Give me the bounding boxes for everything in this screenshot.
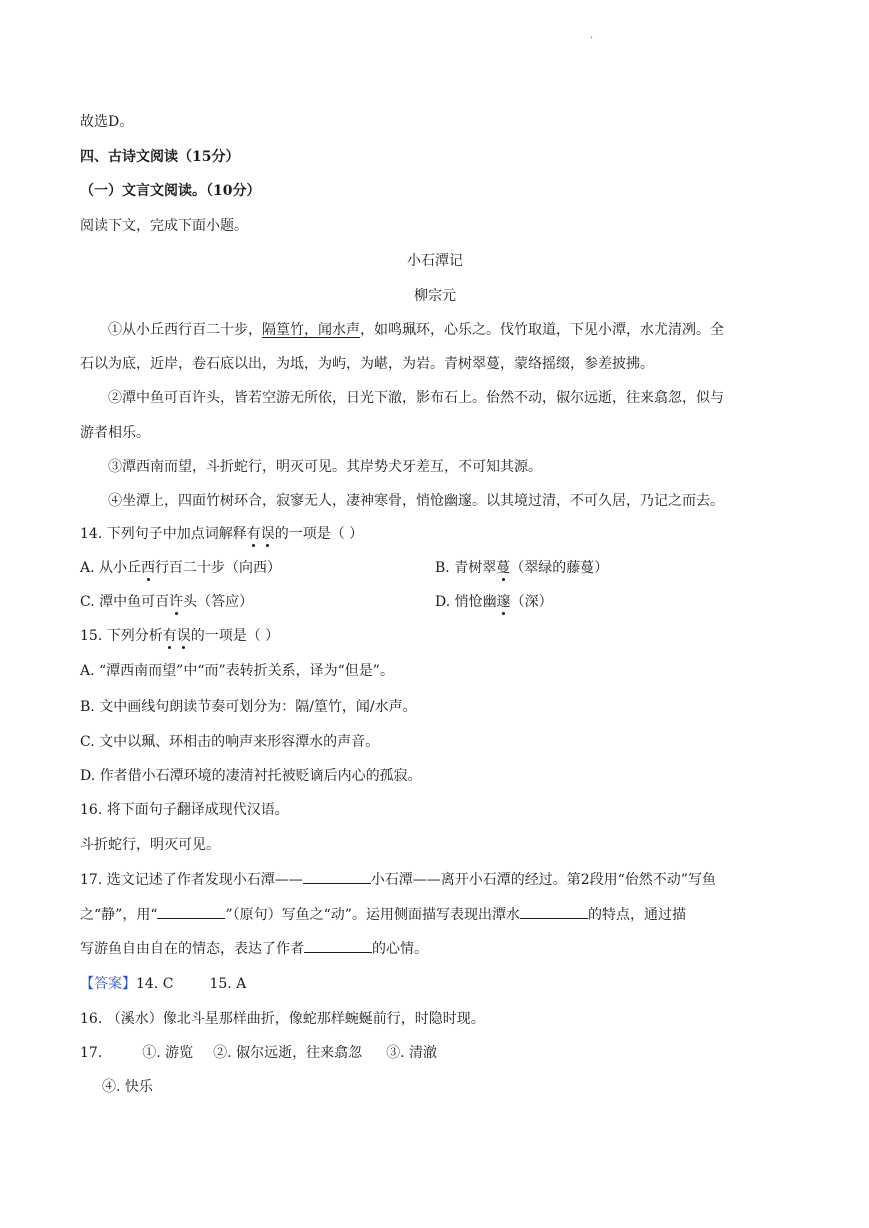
fill-blank-3[interactable]: [520, 904, 588, 919]
q15-option-c: C. 文中以珮、环相击的响声来形容潭水的声音。: [80, 734, 380, 750]
passage-title: 小石潭记: [407, 253, 463, 269]
q15-option-d: D. 作者借小石潭环境的凄清衬托被贬谪后内心的孤寂。: [80, 768, 422, 784]
subsection-heading: （一）文言文阅读。（10分）: [80, 183, 261, 199]
answer-line-14-15: 【答案】14. C 15. A: [80, 976, 247, 992]
section-heading: 四、古诗文阅读（15分）: [80, 149, 240, 165]
emphasis-char: 邃: [496, 594, 511, 610]
question-15: 15. 下列分析有误的一项是（ ）: [80, 628, 280, 644]
emphasis-char: 蔓: [496, 560, 511, 576]
q14-option-d: D. 悄怆幽邃（深）: [435, 594, 553, 610]
question-16-sentence: 斗折蛇行，明灭可见。: [80, 837, 220, 853]
fill-blank-2[interactable]: [157, 904, 225, 919]
question-17-line-2: 之“静”，用“ ”（原句）写鱼之“动”。运用侧面描写表现出潭水 的特点，通过描: [80, 904, 686, 926]
paragraph-3: ③潭西南而望，斗折蛇行，明灭可见。其岸势犬牙差互，不可知其源。: [108, 459, 542, 475]
q14-option-a: A. 从小丘西行百二十步（向西）: [80, 560, 282, 576]
emphasis-char: 西: [141, 560, 156, 576]
question-17-line-1: 17. 选文记述了作者发现小石潭—— 小石潭——离开小石潭的经过。第2段用“佁然不动”写鱼: [80, 869, 716, 891]
fill-blank-1[interactable]: [303, 869, 371, 884]
question-14: 14. 下列句子中加点词解释有误的一项是（ ）: [80, 526, 364, 542]
fill-blank-4[interactable]: [304, 938, 372, 953]
answer-17: 17. ①. 游览 ②. 俶尔远逝，往来翕忽 ③. 清澈: [80, 1045, 437, 1061]
q14-option-c: C. 潭中鱼可百许头（答应）: [80, 594, 254, 610]
question-17-line-3: 写游鱼自由自在的情态，表达了作者 的心情。: [80, 938, 428, 960]
answer-16: 16. （溪水）像北斗星那样曲折，像蛇那样蜿蜒前行，时隐时现。: [80, 1011, 485, 1027]
header-dot: .: [590, 30, 594, 41]
emphasis-char: 误: [176, 628, 191, 644]
answer-tag: 【答案】: [80, 976, 136, 992]
paragraph-2-line-2: 游者相乐。: [80, 425, 150, 441]
question-16: 16. 将下面句子翻译成现代汉语。: [80, 802, 289, 818]
paragraph-1-line-1: ①从小丘西行百二十步，隔篁竹，闻水声，如鸣珮环，心乐之。伐竹取道，下见小潭，水尤清冽。全: [108, 322, 724, 338]
q15-option-b: B. 文中画线句朗读节奏可划分为：隔/篁竹，闻/水声。: [80, 699, 417, 715]
q14-option-b: B. 青树翠蔓（翠绿的藤蔓）: [435, 560, 609, 576]
emphasis-char: 误: [260, 526, 275, 542]
passage-author: 柳宗元: [414, 288, 456, 304]
underlined-sentence: 隔篁竹，闻水声: [262, 322, 360, 338]
answer-17-item-4: ④. 快乐: [102, 1079, 153, 1095]
reading-instruction: 阅读下文，完成下面小题。: [80, 218, 248, 234]
emphasis-char: 许: [169, 594, 184, 610]
paragraph-1-line-2: 石以为底，近岸，卷石底以出，为坻，为屿，为嵁，为岩。青树翠蔓，蒙络摇缀，参差披拂。: [80, 356, 654, 372]
emphasis-char: 有: [162, 628, 177, 644]
paragraph-2-line-1: ②潭中鱼可百许头，皆若空游无所依，日光下澈，影布石上。佁然不动，俶尔远逝，往来翕忽，似与: [108, 390, 724, 406]
q15-option-a: A. “潭西南而望”中“而”表转折关系，译为“但是”。: [80, 663, 394, 679]
prev-answer-conclusion: 故选D。: [80, 114, 134, 130]
emphasis-char: 有: [246, 526, 261, 542]
paragraph-4: ④坐潭上，四面竹树环合，寂寥无人，凄神寒骨，悄怆幽邃。以其境过清，不可久居，乃记之而去。: [108, 493, 724, 509]
